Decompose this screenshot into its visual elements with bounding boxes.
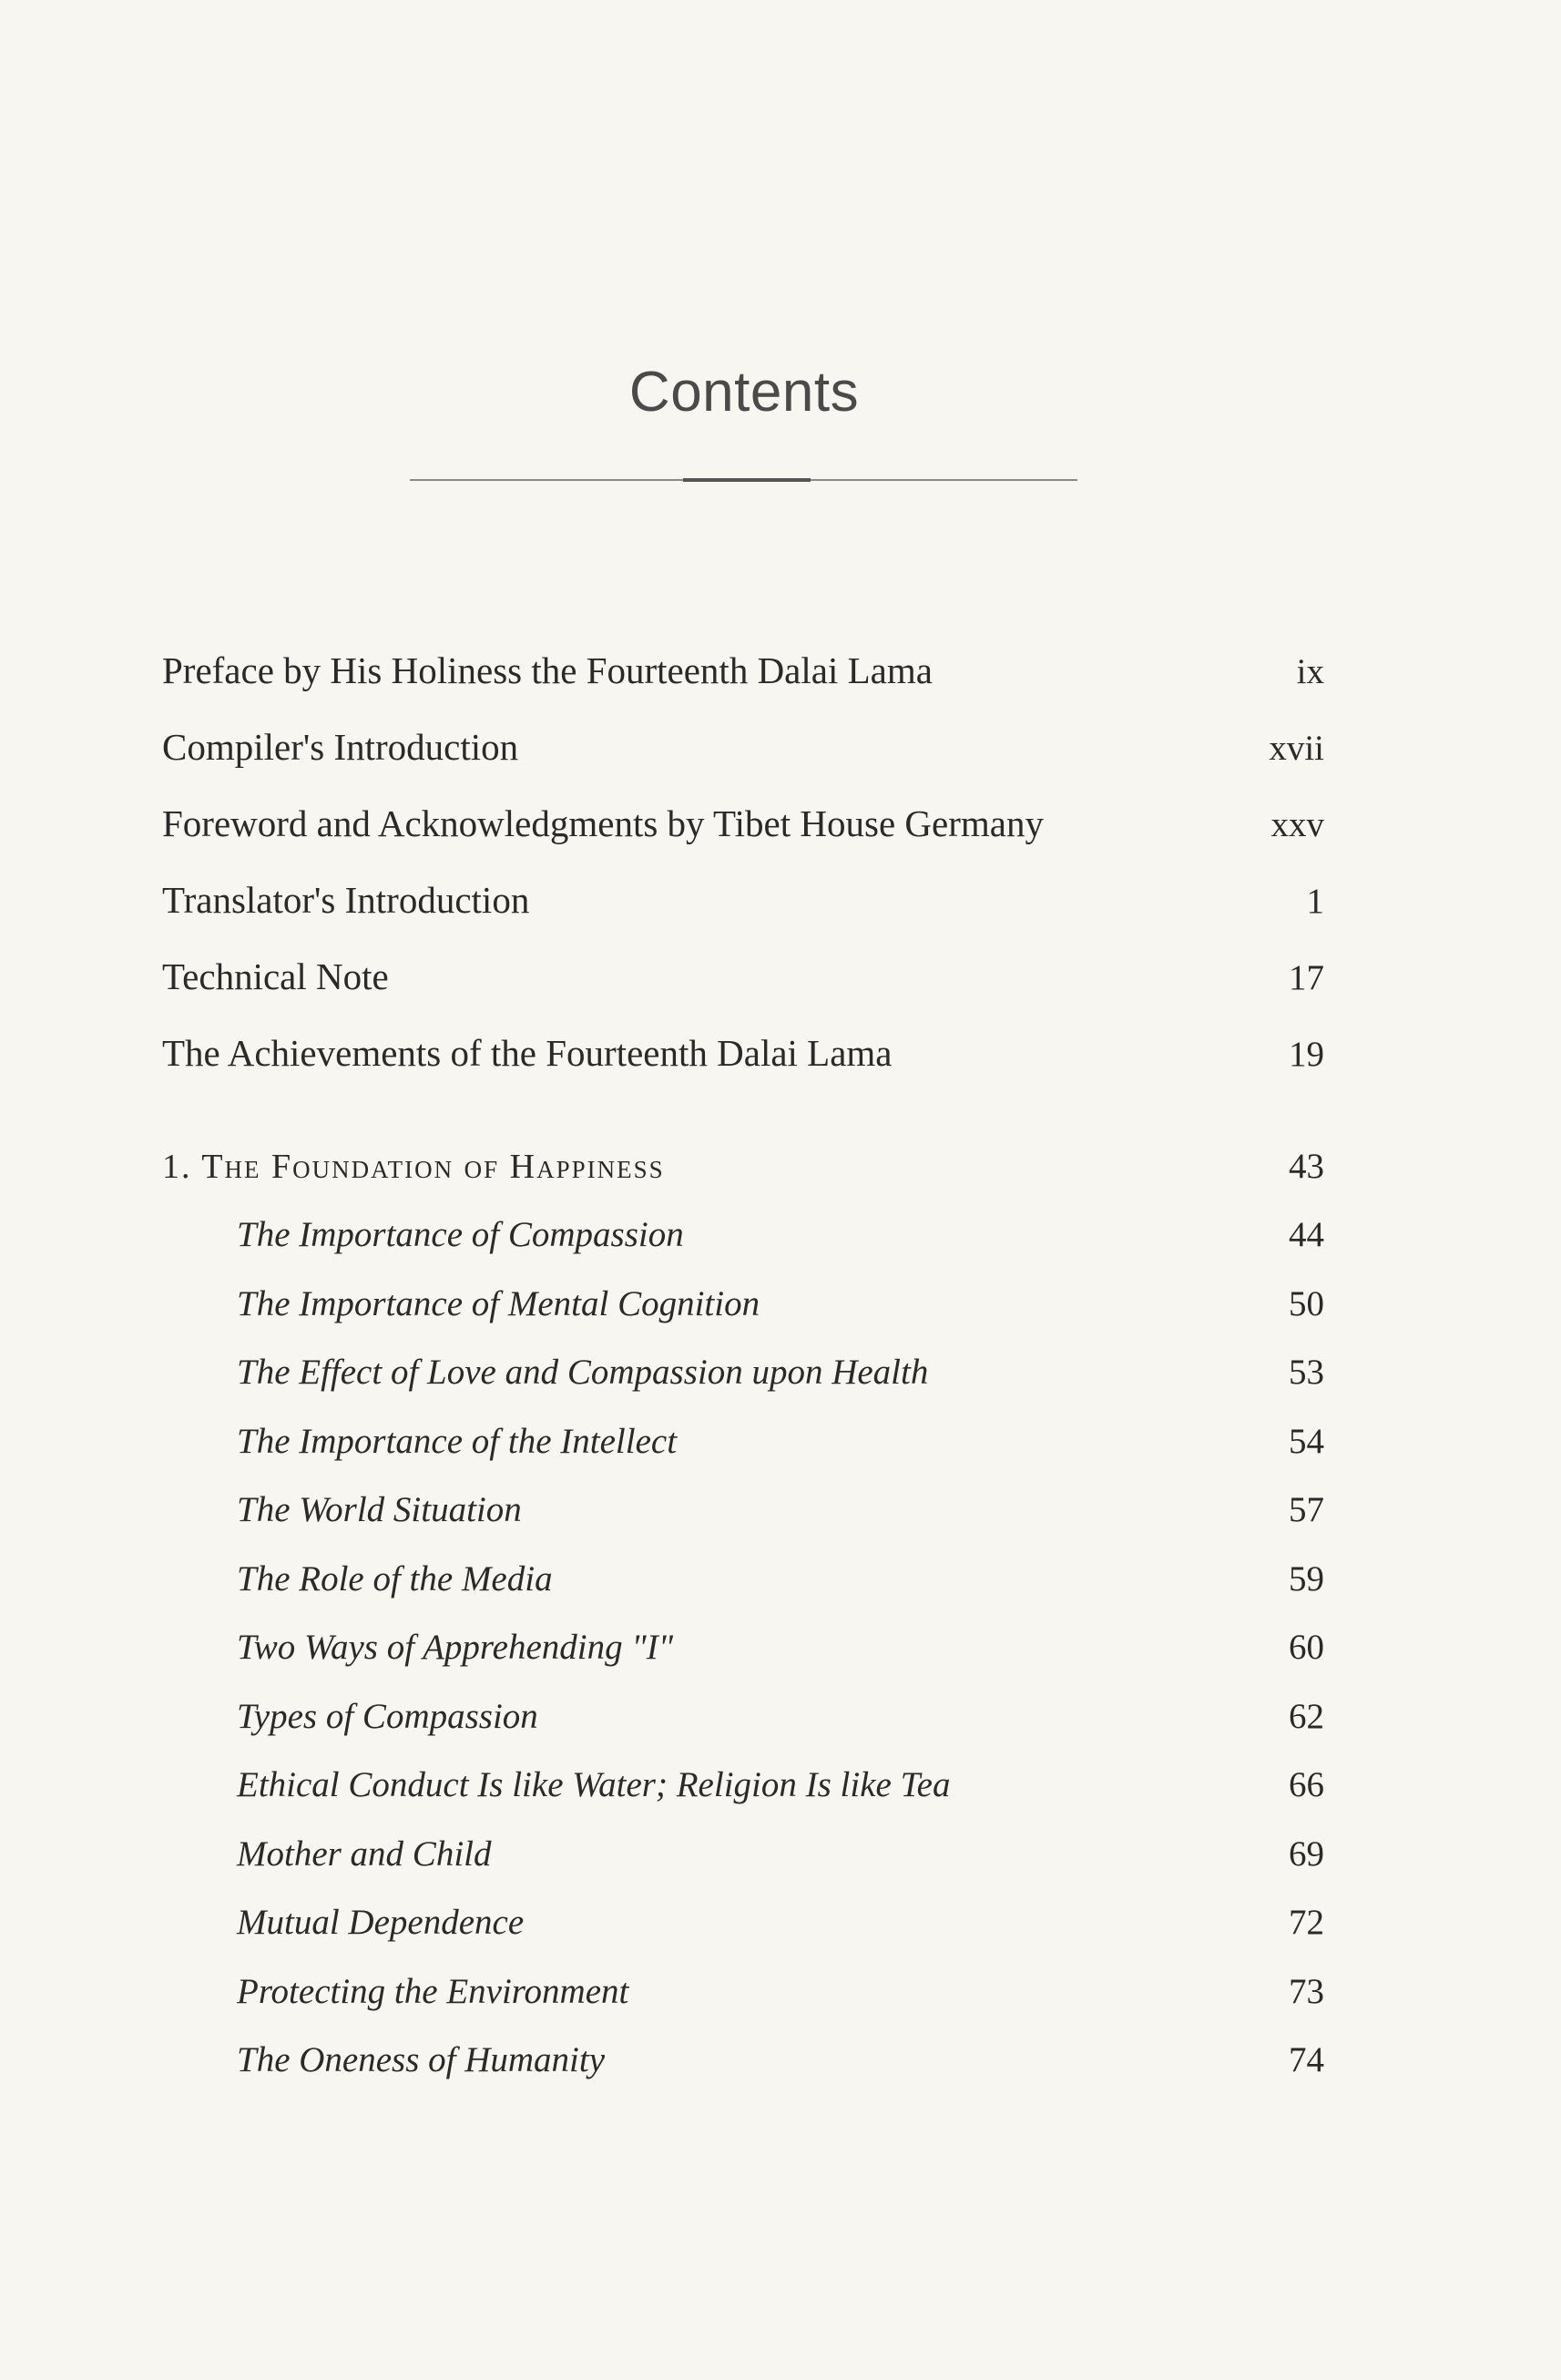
toc-subentry	[237, 1627, 1324, 1696]
toc-subentry-page: 73	[1289, 1971, 1324, 2011]
toc-subentry-page: 66	[1289, 1765, 1324, 1804]
toc-entry	[162, 802, 1324, 878]
toc-entry-title: Preface by His Holiness the Fourteenth Dalai Lama	[162, 649, 933, 691]
toc-subentry	[237, 1214, 1324, 1283]
toc-entry	[162, 649, 1324, 725]
toc-entry-page: 19	[1289, 1035, 1324, 1074]
toc-entry	[162, 725, 1324, 802]
chapter-title: 1. The Foundation of Happiness	[162, 1148, 665, 1186]
toc-subentry-title: The Importance of Mental Cognition	[237, 1283, 760, 1323]
toc-subentry-title: The Role of the Media	[237, 1558, 553, 1599]
toc-entry	[162, 878, 1324, 955]
toc-subentry	[237, 1696, 1324, 1765]
title-rule	[410, 479, 1077, 481]
toc-entry-page: xvii	[1269, 729, 1324, 768]
toc-subentry-title: Ethical Conduct Is like Water; Religion Is like Tea	[237, 1765, 951, 1804]
front-matter-list	[162, 649, 1324, 1108]
toc-entry-title: Compiler's Introduction	[162, 726, 519, 768]
toc-subentry-title: The Importance of Compassion	[237, 1215, 684, 1254]
toc-subentry-page: 74	[1289, 2040, 1324, 2079]
toc-subentry-page: 59	[1289, 1558, 1324, 1599]
toc-entry	[162, 1031, 1324, 1108]
chapter-page: 43	[1289, 1147, 1324, 1186]
chapter-heading	[162, 1146, 1324, 1214]
toc-subentry-title: Mutual Dependence	[237, 1903, 525, 1942]
toc-entry-title: Foreword and Acknowledgments by Tibet House Germany	[162, 802, 1044, 844]
toc-subentry-page: 53	[1289, 1353, 1324, 1392]
toc-entry-page: xxv	[1270, 805, 1324, 844]
toc-subentry	[237, 1971, 1324, 2040]
toc-entry-page: 17	[1289, 958, 1324, 997]
toc-subentry-page: 72	[1289, 1903, 1324, 1942]
toc-subentry-page: 57	[1289, 1490, 1324, 1529]
toc-subentry	[237, 1834, 1324, 1903]
toc-entry-title: Technical Note	[162, 955, 389, 997]
toc-entry	[162, 955, 1324, 1031]
toc-entry-title: Translator's Introduction	[162, 879, 530, 921]
toc-subentry-page: 60	[1289, 1628, 1324, 1667]
chapter-subsection-list	[237, 1214, 1324, 2109]
title-rule-accent	[683, 478, 811, 482]
toc-subentry	[237, 1352, 1324, 1421]
toc-subentry	[237, 1489, 1324, 1558]
toc-subentry-title: The World Situation	[237, 1490, 522, 1529]
toc-entry-page: ix	[1296, 652, 1324, 691]
toc-subentry	[237, 1421, 1324, 1490]
toc-subentry-page: 62	[1289, 1696, 1324, 1736]
toc-subentry	[237, 1902, 1324, 1971]
toc-subentry	[237, 1764, 1324, 1834]
toc-subentry-title: Two Ways of Apprehending "I"	[237, 1628, 674, 1667]
toc-subentry-title: Protecting the Environment	[237, 1971, 629, 2011]
toc-entry-page: 1	[1306, 882, 1324, 921]
toc-subentry	[237, 2039, 1324, 2109]
toc-subentry	[237, 1558, 1324, 1628]
toc-subentry-page: 44	[1289, 1215, 1324, 1254]
toc-subentry-page: 50	[1289, 1283, 1324, 1323]
toc-subentry-title: The Importance of the Intellect	[237, 1421, 678, 1461]
toc-subentry-title: Mother and Child	[237, 1834, 492, 1874]
toc-subentry-title: The Effect of Love and Compassion upon Health	[237, 1353, 929, 1392]
toc-entry-title: The Achievements of the Fourteenth Dalai Lama	[162, 1032, 893, 1074]
toc-subentry-title: Types of Compassion	[237, 1696, 538, 1736]
toc-subentry-page: 54	[1289, 1421, 1324, 1461]
toc-subentry-page: 69	[1289, 1834, 1324, 1874]
toc-subentry	[237, 1283, 1324, 1353]
chapter-section	[162, 1146, 1324, 2109]
page-title: Contents	[628, 361, 860, 424]
toc-subentry-title: The Oneness of Humanity	[237, 2040, 606, 2079]
